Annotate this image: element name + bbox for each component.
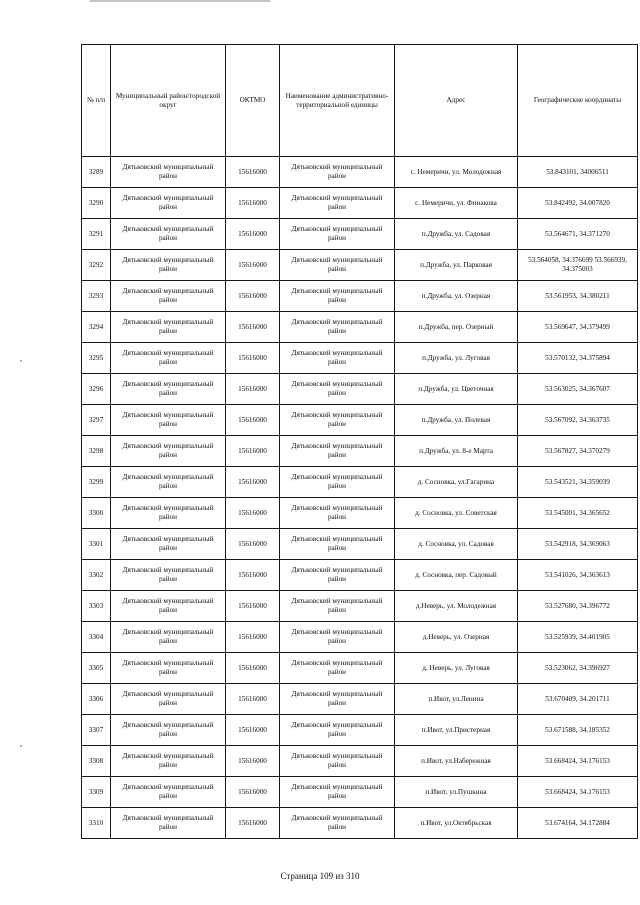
cell-coordinates: 53.542918, 34.369063 bbox=[518, 529, 638, 560]
cell-oktmo: 15616000 bbox=[226, 467, 280, 498]
cell-number: 3306 bbox=[82, 684, 111, 715]
cell-address: д. Неверь, ул. Луговая bbox=[395, 653, 518, 684]
cell-district: Дятьковский муниципальный район bbox=[111, 560, 226, 591]
table-row bbox=[82, 281, 638, 312]
cell-coordinates: 53.543521, 34.359039 bbox=[518, 467, 638, 498]
cell-address: п.Дружба, ул. Садовая bbox=[395, 219, 518, 250]
cell-number: 3304 bbox=[82, 622, 111, 653]
cell-address: д. Сосновка, ул. Советская bbox=[395, 498, 518, 529]
table-row bbox=[82, 219, 638, 250]
cell-address: п.Дружба, пер. Озерный bbox=[395, 312, 518, 343]
cell-district: Дятьковский муниципальный район bbox=[111, 622, 226, 653]
scan-artifact-line bbox=[90, 0, 270, 2]
table-header-row bbox=[82, 45, 638, 157]
table-row bbox=[82, 498, 638, 529]
cell-coordinates: 53.525939, 34.401905 bbox=[518, 622, 638, 653]
cell-address: д.Неверь, ул. Молодежная bbox=[395, 591, 518, 622]
cell-coordinates: 53.545001, 34.365652 bbox=[518, 498, 638, 529]
cell-number: 3303 bbox=[82, 591, 111, 622]
table-row bbox=[82, 188, 638, 219]
cell-oktmo: 15616000 bbox=[226, 560, 280, 591]
cell-number: 3296 bbox=[82, 374, 111, 405]
cell-number: 3289 bbox=[82, 157, 111, 188]
cell-oktmo: 15616000 bbox=[226, 808, 280, 839]
cell-address: п.Дружба, ул. 8-е Марта bbox=[395, 436, 518, 467]
cell-address: п.Дружба, ул. Цветочная bbox=[395, 374, 518, 405]
header-district: Муниципальный район/городской округ bbox=[111, 45, 226, 157]
cell-oktmo: 15616000 bbox=[226, 436, 280, 467]
cell-address: п.Дружба, ул. Полевая bbox=[395, 405, 518, 436]
table-row bbox=[82, 374, 638, 405]
cell-coordinates: 53.564058, 34.376699 53.566939, 34.375003 bbox=[518, 250, 638, 281]
cell-admin-unit: Дятьковский муниципальный район bbox=[280, 808, 395, 839]
cell-district: Дятьковский муниципальный район bbox=[111, 374, 226, 405]
cell-address: п.Дружба, ул. Озерная bbox=[395, 281, 518, 312]
cell-address: п.Ивот, ул.Ленина bbox=[395, 684, 518, 715]
cell-coordinates: 53.561953, 34.380211 bbox=[518, 281, 638, 312]
cell-district: Дятьковский муниципальный район bbox=[111, 157, 226, 188]
cell-number: 3301 bbox=[82, 529, 111, 560]
cell-district: Дятьковский муниципальный район bbox=[111, 498, 226, 529]
cell-oktmo: 15616000 bbox=[226, 219, 280, 250]
cell-oktmo: 15616000 bbox=[226, 250, 280, 281]
table-row bbox=[82, 715, 638, 746]
cell-address: п.Дружба, ул. Парковая bbox=[395, 250, 518, 281]
cell-address: д. Сосновка, пер. Садовый bbox=[395, 560, 518, 591]
cell-admin-unit: Дятьковский муниципальный район bbox=[280, 250, 395, 281]
cell-oktmo: 15616000 bbox=[226, 777, 280, 808]
cell-district: Дятьковский муниципальный район bbox=[111, 746, 226, 777]
page-number: Страница 109 из 310 bbox=[280, 871, 360, 881]
cell-coordinates: 53.674164, 34.172884 bbox=[518, 808, 638, 839]
cell-district: Дятьковский муниципальный район bbox=[111, 188, 226, 219]
cell-number: 3302 bbox=[82, 560, 111, 591]
table-row bbox=[82, 808, 638, 839]
table-row bbox=[82, 312, 638, 343]
cell-number: 3297 bbox=[82, 405, 111, 436]
cell-admin-unit: Дятьковский муниципальный район bbox=[280, 312, 395, 343]
cell-district: Дятьковский муниципальный район bbox=[111, 591, 226, 622]
cell-coordinates: 53.668424, 34.176153 bbox=[518, 777, 638, 808]
cell-district: Дятьковский муниципальный район bbox=[111, 219, 226, 250]
cell-coordinates: 53.527680, 34.396772 bbox=[518, 591, 638, 622]
cell-oktmo: 15616000 bbox=[226, 405, 280, 436]
cell-coordinates: 53.570132, 34.375894 bbox=[518, 343, 638, 374]
cell-admin-unit: Дятьковский муниципальный район bbox=[280, 157, 395, 188]
cell-district: Дятьковский муниципальный район bbox=[111, 405, 226, 436]
cell-admin-unit: Дятьковский муниципальный район bbox=[280, 498, 395, 529]
cell-oktmo: 15616000 bbox=[226, 529, 280, 560]
cell-coordinates: 53.668424, 34.176153 bbox=[518, 746, 638, 777]
address-registry-table bbox=[81, 44, 638, 839]
cell-oktmo: 15616000 bbox=[226, 312, 280, 343]
cell-coordinates: 53.567092, 34.363735 bbox=[518, 405, 638, 436]
table-row bbox=[82, 467, 638, 498]
cell-oktmo: 15616000 bbox=[226, 684, 280, 715]
table-row bbox=[82, 746, 638, 777]
cell-number: 3293 bbox=[82, 281, 111, 312]
cell-number: 3292 bbox=[82, 250, 111, 281]
cell-admin-unit: Дятьковский муниципальный район bbox=[280, 746, 395, 777]
scan-artifact-dot bbox=[20, 745, 22, 747]
cell-coordinates: 53.523062, 34.396927 bbox=[518, 653, 638, 684]
cell-address: д.Неверь, ул. Озерная bbox=[395, 622, 518, 653]
cell-number: 3310 bbox=[82, 808, 111, 839]
cell-district: Дятьковский муниципальный район bbox=[111, 281, 226, 312]
cell-oktmo: 15616000 bbox=[226, 622, 280, 653]
table-row bbox=[82, 653, 638, 684]
cell-oktmo: 15616000 bbox=[226, 591, 280, 622]
cell-district: Дятьковский муниципальный район bbox=[111, 250, 226, 281]
cell-number: 3299 bbox=[82, 467, 111, 498]
cell-address: д. Сосновка, ул. Садовая bbox=[395, 529, 518, 560]
cell-district: Дятьковский муниципальный район bbox=[111, 312, 226, 343]
cell-district: Дятьковский муниципальный район bbox=[111, 684, 226, 715]
cell-admin-unit: Дятьковский муниципальный район bbox=[280, 560, 395, 591]
cell-coordinates: 53.564671, 34.371270 bbox=[518, 219, 638, 250]
cell-admin-unit: Дятьковский муниципальный район bbox=[280, 343, 395, 374]
cell-address: п.Ивот, ул.Пристерная bbox=[395, 715, 518, 746]
cell-oktmo: 15616000 bbox=[226, 374, 280, 405]
cell-district: Дятьковский муниципальный район bbox=[111, 467, 226, 498]
cell-district: Дятьковский муниципальный район bbox=[111, 808, 226, 839]
table-row bbox=[82, 436, 638, 467]
cell-coordinates: 53.842492, 34.007820 bbox=[518, 188, 638, 219]
cell-coordinates: 53.567827, 34.370279 bbox=[518, 436, 638, 467]
cell-number: 3305 bbox=[82, 653, 111, 684]
cell-address: п.Ивот, ул.Пушкина bbox=[395, 777, 518, 808]
table-body bbox=[82, 157, 638, 839]
cell-admin-unit: Дятьковский муниципальный район bbox=[280, 529, 395, 560]
header-coordinates: Географические координаты bbox=[518, 45, 638, 157]
table-row bbox=[82, 405, 638, 436]
cell-admin-unit: Дятьковский муниципальный район bbox=[280, 715, 395, 746]
table-row bbox=[82, 157, 638, 188]
header-address: Адрес bbox=[395, 45, 518, 157]
cell-district: Дятьковский муниципальный район bbox=[111, 653, 226, 684]
cell-number: 3295 bbox=[82, 343, 111, 374]
cell-admin-unit: Дятьковский муниципальный район bbox=[280, 281, 395, 312]
cell-number: 3309 bbox=[82, 777, 111, 808]
cell-admin-unit: Дятьковский муниципальный район bbox=[280, 467, 395, 498]
cell-coordinates: 53.843101, 34006511 bbox=[518, 157, 638, 188]
cell-admin-unit: Дятьковский муниципальный район bbox=[280, 188, 395, 219]
cell-number: 3307 bbox=[82, 715, 111, 746]
cell-district: Дятьковский муниципальный район bbox=[111, 343, 226, 374]
cell-admin-unit: Дятьковский муниципальный район bbox=[280, 219, 395, 250]
cell-coordinates: 53.670409, 34.201711 bbox=[518, 684, 638, 715]
cell-admin-unit: Дятьковский муниципальный район bbox=[280, 622, 395, 653]
cell-oktmo: 15616000 bbox=[226, 498, 280, 529]
scan-artifact-dot bbox=[20, 360, 22, 362]
table-row bbox=[82, 560, 638, 591]
cell-number: 3308 bbox=[82, 746, 111, 777]
cell-coordinates: 53.563025, 34.367607 bbox=[518, 374, 638, 405]
cell-oktmo: 15616000 bbox=[226, 157, 280, 188]
cell-oktmo: 15616000 bbox=[226, 281, 280, 312]
cell-admin-unit: Дятьковский муниципальный район bbox=[280, 436, 395, 467]
cell-address: д. Сосновка, ул.Гагарина bbox=[395, 467, 518, 498]
cell-admin-unit: Дятьковский муниципальный район bbox=[280, 591, 395, 622]
cell-coordinates: 53.569647, 34.379499 bbox=[518, 312, 638, 343]
table-row bbox=[82, 622, 638, 653]
cell-number: 3298 bbox=[82, 436, 111, 467]
cell-district: Дятьковский муниципальный район bbox=[111, 529, 226, 560]
cell-address: п.Ивот, ул.Набережная bbox=[395, 746, 518, 777]
cell-address: п.Дружба, ул. Луговая bbox=[395, 343, 518, 374]
cell-admin-unit: Дятьковский муниципальный район bbox=[280, 777, 395, 808]
cell-address: с. Немеричи, ул. Молодежная bbox=[395, 157, 518, 188]
cell-address: п.Ивот, ул.Октябрьская bbox=[395, 808, 518, 839]
table-row bbox=[82, 529, 638, 560]
cell-district: Дятьковский муниципальный район bbox=[111, 436, 226, 467]
table-row bbox=[82, 591, 638, 622]
cell-number: 3300 bbox=[82, 498, 111, 529]
header-admin-unit: Наименование административно-территориальной единицы bbox=[280, 45, 395, 157]
cell-oktmo: 15616000 bbox=[226, 746, 280, 777]
cell-admin-unit: Дятьковский муниципальный район bbox=[280, 684, 395, 715]
cell-address: с. Немеричи, ул. Финакова bbox=[395, 188, 518, 219]
cell-admin-unit: Дятьковский муниципальный район bbox=[280, 653, 395, 684]
table-row bbox=[82, 777, 638, 808]
cell-admin-unit: Дятьковский муниципальный район bbox=[280, 405, 395, 436]
cell-admin-unit: Дятьковский муниципальный район bbox=[280, 374, 395, 405]
header-oktmo: ОКТМО bbox=[226, 45, 280, 157]
table-row bbox=[82, 684, 638, 715]
cell-oktmo: 15616000 bbox=[226, 188, 280, 219]
cell-coordinates: 53.671588, 34.185352 bbox=[518, 715, 638, 746]
header-number: № п/п bbox=[82, 45, 111, 157]
cell-number: 3291 bbox=[82, 219, 111, 250]
cell-coordinates: 53.541026, 34.363613 bbox=[518, 560, 638, 591]
cell-oktmo: 15616000 bbox=[226, 715, 280, 746]
cell-district: Дятьковский муниципальный район bbox=[111, 715, 226, 746]
cell-oktmo: 15616000 bbox=[226, 343, 280, 374]
cell-number: 3294 bbox=[82, 312, 111, 343]
cell-district: Дятьковский муниципальный район bbox=[111, 777, 226, 808]
cell-number: 3290 bbox=[82, 188, 111, 219]
table-row bbox=[82, 343, 638, 374]
cell-oktmo: 15616000 bbox=[226, 653, 280, 684]
table-row bbox=[82, 250, 638, 281]
